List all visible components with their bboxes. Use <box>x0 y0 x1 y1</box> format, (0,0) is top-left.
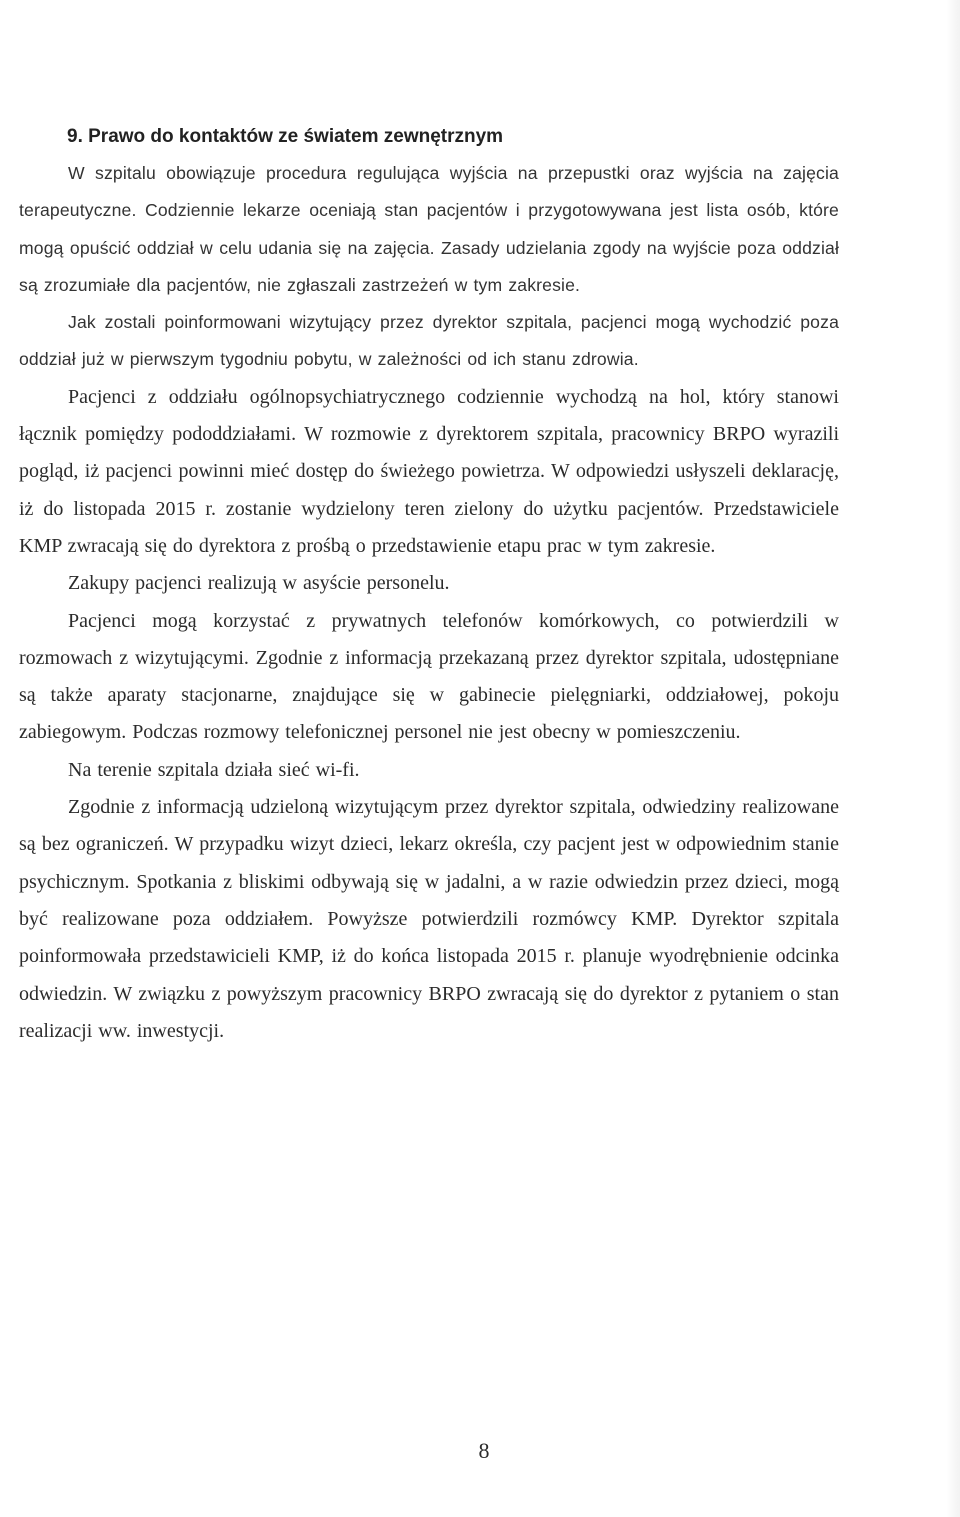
section-body <box>19 118 839 1050</box>
paragraph-shopping: Zakupy pacjenci realizują w asyście personelu. <box>68 572 450 595</box>
paragraph-telephones: Pacjenci mogą korzystać z prywatnych telefonów komórkowych, co potwierdzili w rozmowach z wizytującymi. Zgodnie z informacją przekazaną przez dyrektor szpitala, udostępniane są także aparaty stacjonarne, znajdujące się w gabinecie pielęgniarki, oddziałowej, pokoju zabiegowym. Podczas rozmowy telefonicznej personel nie jest obecny w pomieszczeniu. <box>19 609 839 744</box>
page-number <box>0 1436 960 1466</box>
paragraph-wifi: Na terenie szpitala działa sieć wi-fi. <box>68 758 360 781</box>
page-number-text: 8 <box>478 1438 490 1463</box>
page-edge-shadow <box>946 0 960 1517</box>
section-heading: 9. Prawo do kontaktów ze światem zewnętrznym <box>67 126 504 147</box>
paragraph-fresh-air: Pacjenci z oddziału ogólnopsychiatrycznego codziennie wychodzą na hol, który stanowi łącznik pomiędzy pododdziałami. W rozmowie z dyrektorem szpitala, pracownicy BRPO wyrazili pogląd, iż pacjenci powinni mieć dostęp do świeżego powietrza. W odpowiedzi usłyszeli deklarację, iż do listopada 2015 r. zostanie wydzielony teren zielony do użytku pacjentów. Przedstawiciele KMP zwracają się do dyrektora z prośbą o przedstawienie etapu prac w tym zakresie. <box>19 385 839 557</box>
paragraph-first-week: Jak zostali poinformowani wizytujący przez dyrektor szpitala, pacjenci mogą wychodzić poza oddział już w pierwszym tygodniu pobytu, w zależności od ich stanu zdrowia. <box>19 312 839 370</box>
paragraph-visits: Zgodnie z informacją udzieloną wizytującym przez dyrektor szpitala, odwiedziny realizowane są bez ograniczeń. W przypadku wizyt dzieci, lekarz określa, czy pacjent jest w odpowiednim stanie psychicznym. Spotkania z bliskimi odbywają się w jadalni, a w razie odwiedzin przez dzieci, mogą być realizowane poza oddziałem. Powyższe potwierdzili rozmówcy KMP. Dyrektor szpitala poinformowała przedstawicieli KMP, iż do końca listopada 2015 r. planuje wyodrębnienie odcinka odwiedzin. W związku z powyższym pracownicy BRPO zwracają się do dyrektor z pytaniem o stan realizacji ww. inwestycji. <box>19 796 839 1042</box>
paragraph-exits-procedure: W szpitalu obowiązuje procedura regulująca wyjścia na przepustki oraz wyjścia na zajęcia terapeutyczne. Codziennie lekarze oceniają stan pacjentów i przygotowywana jest lista osób, które mogą opuścić oddział w celu udania się na zajęcia. Zasady udzielania zgody na wyjście poza oddział są zrozumiałe dla pacjentów, nie zgłaszali zastrzeżeń w tym zakresie. <box>19 163 839 295</box>
